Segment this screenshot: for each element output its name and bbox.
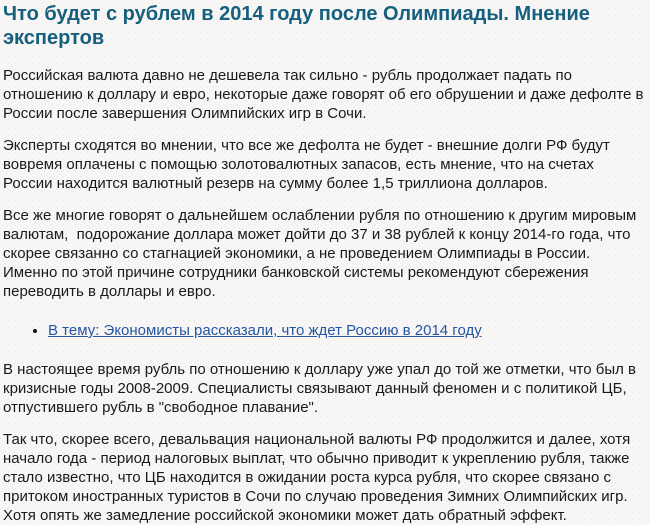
related-article-link[interactable]: В тему: Экономисты рассказали, что ждет Россию в 2014 году [48,322,482,339]
article-title: Что будет с рублем в 2014 году после Олимпиады. Мнение экспертов [3,3,590,49]
related-links-list [3,321,646,340]
related-link-item [48,321,646,340]
article-paragraph-2: Эксперты сходятся во мнении, что все же дефолта не будет - внешние долги РФ будут вовремя оплачены с помощью золотовалютных запасов, есть мнение, что на счетах России находится валютный резерв на сумму более 1,5 триллиона долларов. [3,137,615,192]
article-paragraph-1: Российская валюта давно не дешевела так сильно - рубль продолжает падать по отношению к доллару и евро, некоторые даже говорят об его обрушении и даже дефолте в России после завершения Олимпийских игр в Сочи. [3,67,648,122]
article-paragraph-5: Так что, скорее всего, девальвация национальной валюты РФ продолжится и далее, хотя начало года - период налоговых выплат, что обычно приводит к укреплению рубля, также стало известно, что ЦБ находится в ожидании роста курса рубля, что скорее связано с притоком иностранных туристов в Сочи по случаю проведения Зимних Олимпийских игр. Хотя опять же замедление российской экономики может дать обратный эффект. [3,431,635,524]
article-paragraph-3: Все же многие говорят о дальнейшем ослаблении рубля по отношению к другим мировым валютам, подорожание доллара может дойти до 37 и 38 рублей к концу 2014-го года, что скорее связанно со стагнацией экономики, а не проведением Олимпиады в России. Именно по этой причине сотрудники банковской системы рекомендуют сбережения переводить в доллары и евро. [3,207,641,300]
article-paragraph-4: В настоящее время рубль по отношению к доллару уже упал до той же отметки, что был в кризисные годы 2008-2009. Специалисты связывают данный феномен и с политикой ЦБ, отпустившего рубль в "свободное плавание". [3,361,641,416]
